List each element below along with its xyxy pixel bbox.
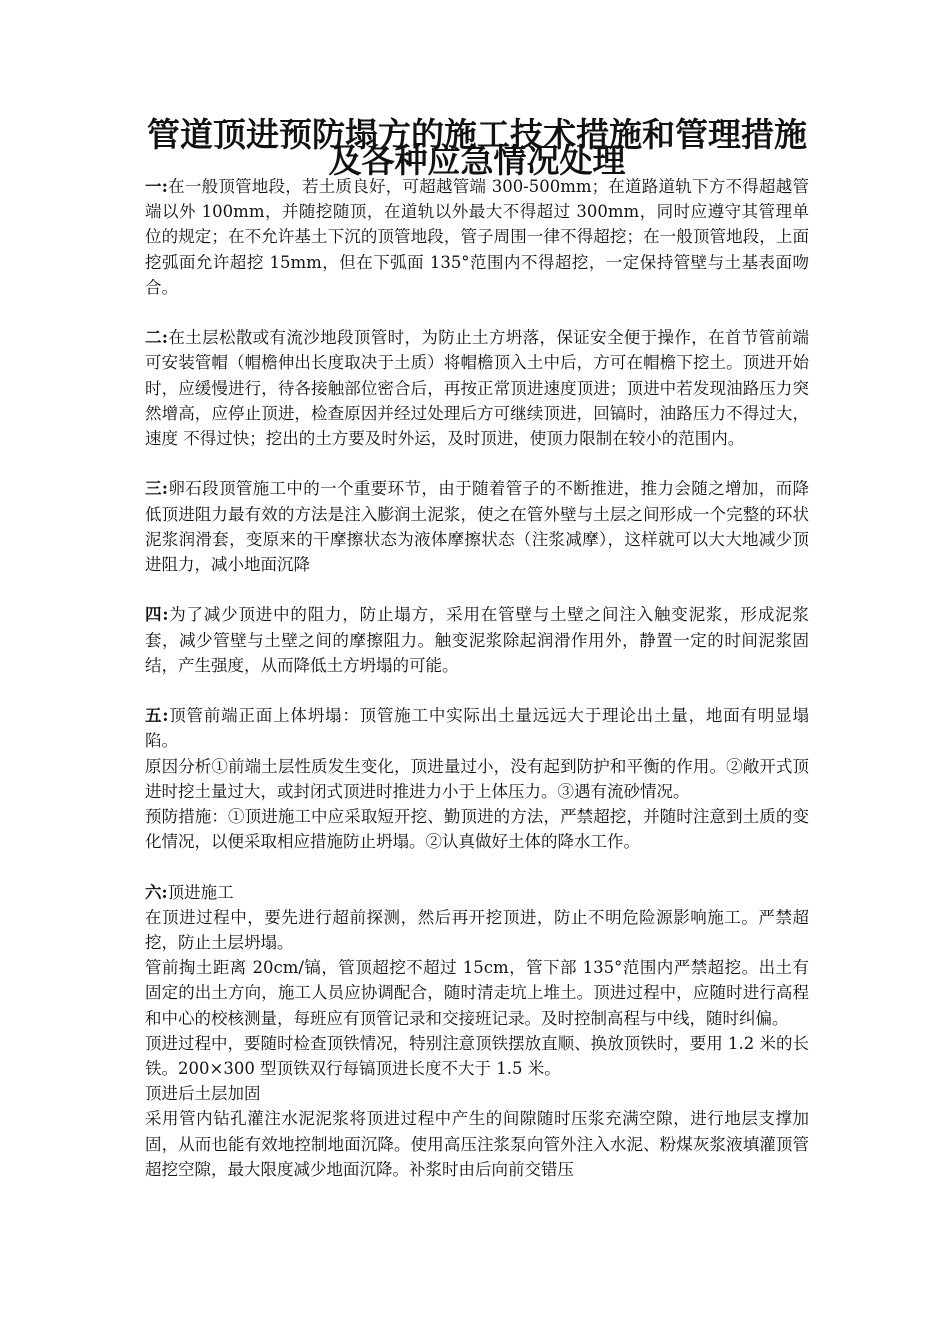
section-4 (145, 602, 809, 678)
section-6 (145, 880, 809, 905)
section-6-subheading: 顶进后土层加固 (145, 1084, 261, 1104)
paragraph-gap (145, 854, 809, 879)
section-1-number: 一: (145, 177, 168, 196)
section-1 (145, 174, 809, 300)
section-4-number: 四: (145, 605, 169, 625)
section-5 (145, 703, 809, 753)
section-2-text: 在土层松散或有流沙地段顶管时，为防止土方坍落，保证安全便于操作，在首节管前端可安装管帽（帽檐伸出长度取决于土质）将帽檐顶入土中后，方可在帽檐下挖土。顶进开始时，应缓慢进行，待各接触部位密合后，再按正常顶进速度顶进；顶进中若发现油路压力突然增高，应停止顶进，检查原因并经过处理后方可继续顶进，回镐时，油路压力不得过大，速度 不得过快；挖出的土方要及时外运，及时顶进，使顶力限制在较小的范围内。 (145, 328, 810, 449)
paragraph-gap (145, 577, 809, 602)
section-5-text: 顶管前端正面上体坍塌：顶管施工中实际出土量远远大于理论出土量，地面有明显塌陷。 (145, 706, 809, 751)
paragraph-gap (145, 300, 809, 325)
section-6-number: 六: (145, 882, 168, 902)
paragraph-gap (145, 451, 809, 476)
document-title: 管道顶进预防塌方的施工技术措施和管理措施及各种应急情况处理 (147, 115, 807, 180)
section-4-text: 为了减少顶进中的阻力，防止塌方，采用在管壁与土壁之间注入触变泥浆，形成泥浆套，减少管壁与土壁之间的摩擦阻力。触变泥浆除起润滑作用外，静置一定的时间泥浆固结，产生强度，从而降低土方坍塌的可能。 (145, 605, 809, 675)
section-3-text: 卵石段顶管施工中的一个重要环节，由于随着管子的不断推进，推力会随之增加，而降低顶进阻力最有效的方法是注入膨润土泥浆，使之在管外壁与土层之间形成一个完整的环状泥浆润滑套，变原来的干摩擦状态为液体摩擦状态（注浆减摩），这样就可以大大地减少顶进阻力，减小地面沉降 (145, 479, 810, 575)
section-5-cause: 原因分析①前端土层性质发生变化，顶进量过小，没有起到防护和平衡的作用。②敞开式顶进时挖土量过大，或封闭式顶进时推进力小于上体压力。③遇有流砂情况。 (145, 756, 809, 801)
section-6-paragraph-2: 管前掏土距离 20cm/镐，管顶超挖不超过 15cm，管下部 135°范围内严禁超挖。出土有固定的出土方向，施工人员应协调配合，随时清走坑上堆土。顶进过程中，应随时进行高程和中心的校核测量，每班应有顶管记录和交接班记录。及时控制高程与中线，随时纠偏。 (145, 958, 809, 1028)
section-5-number: 五: (145, 706, 169, 726)
section-2 (145, 325, 809, 451)
section-6-paragraph-3: 顶进过程中，要随时检查顶铁情况，特别注意顶铁摆放直顺、换放顶铁时，要用 1.2 米的长铁。200×300 型顶铁双行每镐顶进长度不大于 1.5 米。 (145, 1033, 809, 1079)
paragraph-gap (145, 678, 809, 703)
section-1-text: 在一般顶管地段，若土质良好，可超越管端 300-500mm；在道路道轨下方不得超越管端以外 100mm，并随挖随顶，在道轨以外最大不得超过 300mm，同时应遵守其管理单位的规定；在不允许基土下沉的顶管地段，管子周围一律不得超挖；在一般顶管地段，上面挖弧面允许超挖 15mm，但在下弧面 135°范围内不得超挖，一定保持管壁与土基表面吻合。 (145, 177, 809, 297)
section-6-heading: 顶进施工 (167, 882, 234, 902)
section-6-paragraph-5: 采用管内钻孔灌注水泥泥浆将顶进过程中产生的间隙随时压浆充满空隙，进行地层支撑加固，从而也能有效地控制地面沉降。使用高压注浆泵向管外注入水泥、粉煤灰浆液填灌顶管超挖空隙，最大限度减少地面沉降。补浆时由后向前交错压 (145, 1109, 809, 1179)
section-6-paragraph-1: 在顶进过程中，要先进行超前探测，然后再开挖顶进，防止不明危险源影响施工。严禁超挖，防止土层坍塌。 (145, 907, 809, 953)
section-5-prevention: 预防措施：①顶进施工中应采取短开挖、勤顶进的方法，严禁超挖，并随时注意到土质的变化情况，以便采取相应措施防止坍塌。②认真做好土体的降水工作。 (145, 807, 809, 852)
section-2-number: 二: (145, 328, 168, 348)
document-page (145, 115, 810, 1182)
section-3 (145, 476, 809, 577)
section-3-number: 三: (145, 479, 168, 499)
